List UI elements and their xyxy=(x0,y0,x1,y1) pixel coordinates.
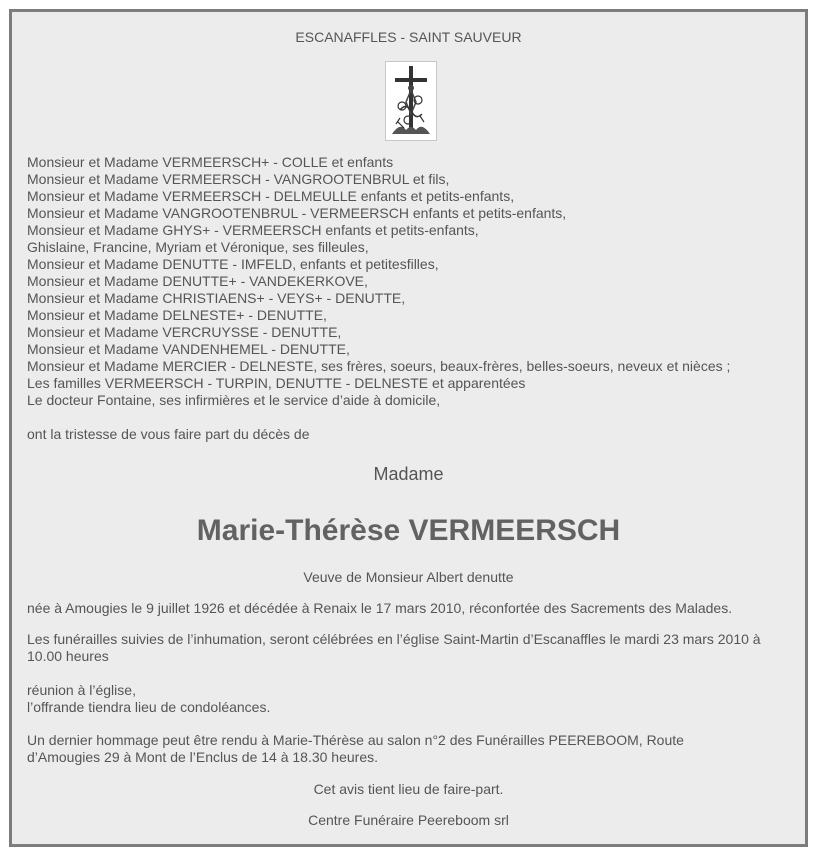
intro-text: ont la tristesse de vous faire part du décès de xyxy=(27,426,310,442)
deceased-title: Madame xyxy=(373,464,444,484)
family-list xyxy=(27,154,730,409)
deceased-name: Marie-Thérèse VERMEERSCH xyxy=(196,514,621,547)
family-line: Monsieur et Madame VERCRUYSSE - DENUTTE, xyxy=(27,324,342,340)
family-line: Monsieur et Madame GHYS+ - VERMEERSCH enfants et petits-enfants, xyxy=(27,222,479,238)
widow-of: Veuve de Monsieur Albert denutte xyxy=(303,569,514,585)
birth-death-text: née à Amougies le 9 juillet 1926 et décédée à Renaix le 17 mars 2010, réconfortée des Sacrements des Malades. xyxy=(27,600,733,616)
family-line: Monsieur et Madame VANDENHEMEL - DENUTTE, xyxy=(27,341,350,357)
avis-text: Cet avis tient lieu de faire-part. xyxy=(313,781,504,797)
family-line: Monsieur et Madame DENUTTE - IMFELD, enfants et petitesfilles, xyxy=(27,256,439,272)
crucifix-with-flowers-icon xyxy=(385,61,437,141)
family-line: Monsieur et Madame VANGROOTENBRUL - VERMEERSCH enfants et petits-enfants, xyxy=(27,205,567,221)
family-line: Monsieur et Madame DENUTTE+ - VANDEKERKOVE, xyxy=(27,273,368,289)
location-header: ESCANAFFLES - SAINT SAUVEUR xyxy=(295,29,522,45)
family-line: Monsieur et Madame DELNESTE+ - DENUTTE, xyxy=(27,307,327,323)
family-line: Monsieur et Madame VERMEERSCH - DELMEULLE enfants et petits-enfants, xyxy=(27,188,515,204)
family-line: Monsieur et Madame VERMEERSCH+ - COLLE et enfants xyxy=(27,154,394,170)
family-line: Monsieur et Madame VERMEERSCH - VANGROOTENBRUL et fils, xyxy=(27,171,450,187)
death-notice-card xyxy=(9,9,808,847)
offering-line: l’offrande tiendra lieu de condoléances. xyxy=(27,699,271,715)
family-line: Monsieur et Madame MERCIER - DELNESTE, ses frères, soeurs, beaux-frères, belles-soeurs, neveux et nièces ; xyxy=(27,358,731,374)
reunion-text xyxy=(27,682,270,716)
family-line: Monsieur et Madame CHRISTIAENS+ - VEYS+ - DENUTTE, xyxy=(27,290,406,306)
funeral-home-name: Centre Funéraire Peereboom srl xyxy=(308,812,509,828)
funeral-text: Les funérailles suivies de l’inhumation, seront célébrées en l’église Saint-Martin d’Escanaffles le mardi 23 mars 2010 à 10.00 heures xyxy=(27,631,761,664)
family-line: Ghislaine, Francine, Myriam et Véronique, ses filleules, xyxy=(27,239,369,255)
family-line: Les familles VERMEERSCH - TURPIN, DENUTTE - DELNESTE et apparentées xyxy=(27,375,526,391)
reunion-line: réunion à l’église, xyxy=(27,682,136,698)
hommage-text: Un dernier hommage peut être rendu à Marie-Thérèse au salon n°2 des Funérailles PEEREBOOM, Route d’Amougies 29 à Mont de l’Enclus de 14 à 18.30 heures. xyxy=(27,732,684,765)
family-line: Le docteur Fontaine, ses infirmières et le service d’aide à domicile, xyxy=(27,392,441,408)
